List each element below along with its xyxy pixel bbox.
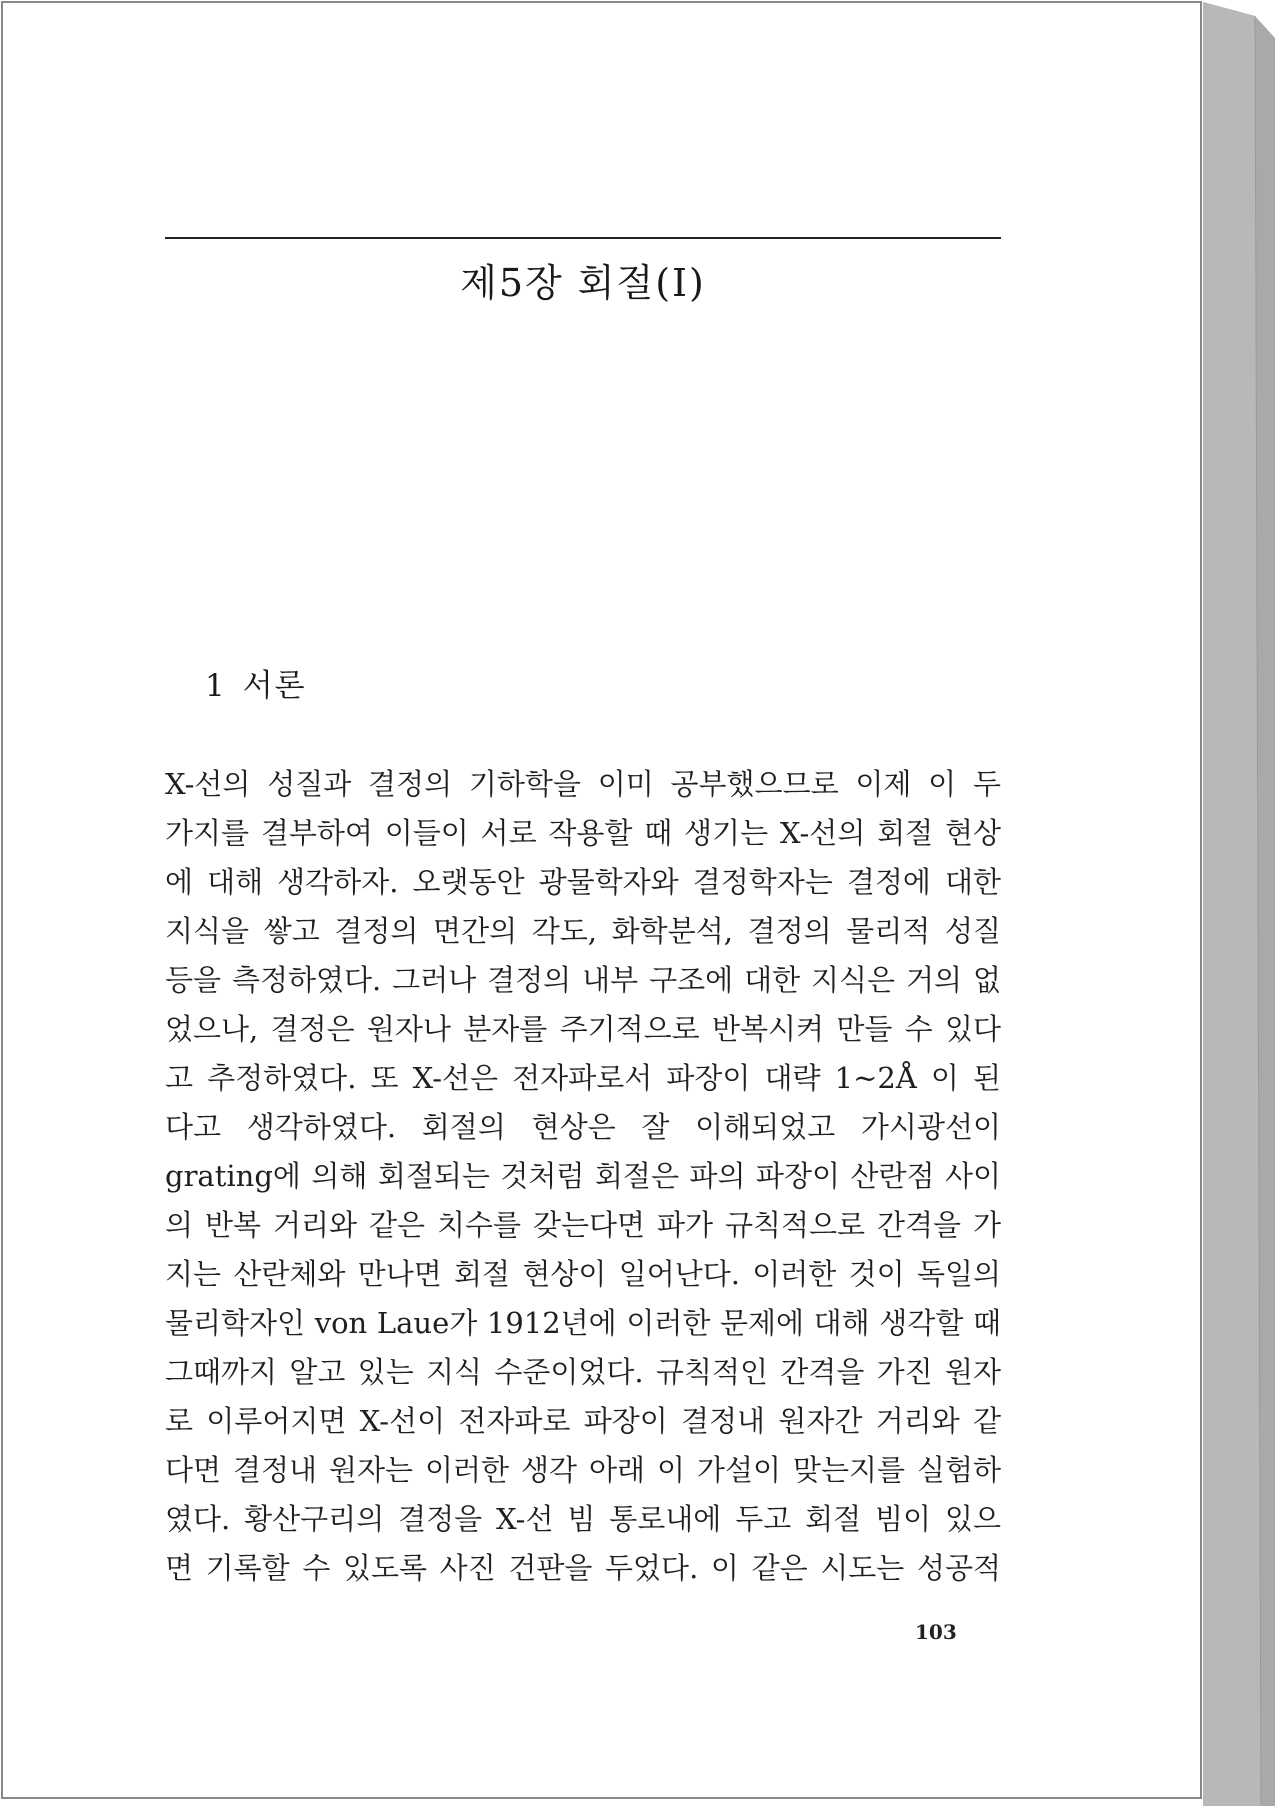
text-line: 지식을 쌓고 결정의 면간의 각도, 화학분석, 결정의 물리적 성질 [165,914,1001,948]
text-line: 면 기록할 수 있도록 사진 건판을 두었다. 이 같은 시도는 성공적 [165,1551,1001,1585]
text-line: 등을 측정하였다. 그러나 결정의 내부 구조에 대한 지식은 거의 없 [165,963,1001,997]
text-line: 였다. 황산구리의 결정을 X-선 빔 통로내에 두고 회절 빔이 있으 [165,1502,1001,1536]
section-heading [205,660,307,705]
chapter-rule [165,237,1001,239]
text-line: 지는 산란체와 만나면 회절 현상이 일어난다. 이러한 것이 독일의 [165,1257,1001,1291]
text-line: 물리학자인 von Laue가 1912년에 이러한 문제에 대해 생각할 때 [165,1306,1001,1340]
text-line: X-선의 성질과 결정의 기하학을 이미 공부했으므로 이제 이 두 [165,767,1001,801]
text-line: 로 이루어지면 X-선이 전자파로 파장이 결정내 원자간 거리와 같 [165,1404,1001,1438]
text-line: 다면 결정내 원자는 이러한 생각 아래 이 가설이 맞는지를 실험하 [165,1453,1001,1487]
body-paragraph [165,760,1001,1593]
text-line: 의 반복 거리와 같은 치수를 갖는다면 파가 규칙적으로 간격을 가 [165,1208,1001,1242]
text-line: grating에 의해 회절되는 것처럼 회절은 파의 파장이 산란점 사이 [165,1159,1001,1193]
text-line: 고 추정하였다. 또 X-선은 전자파로서 파장이 대략 1~2Å 이 된 [165,1061,1001,1095]
text-line: 에 대해 생각하자. 오랫동안 광물학자와 결정학자는 결정에 대한 [165,865,1001,899]
text-line: 었으나, 결정은 원자나 분자를 주기적으로 반복시켜 만들 수 있다 [165,1012,1001,1046]
section-title: 서론 [242,668,307,704]
chapter-title: 제5장 회절(Ⅰ) [460,261,706,305]
page-number: 103 [915,1620,957,1644]
text-line: 가지를 결부하여 이들이 서로 작용할 때 생기는 X-선의 회절 현상 [165,816,1001,850]
section-number: 1 [205,668,227,704]
text-line: 다고 생각하였다. 회절의 현상은 잘 이해되었고 가시광선이 [165,1110,1001,1144]
text-line: 그때까지 알고 있는 지식 수준이었다. 규칙적인 간격을 가진 원자 [165,1355,1001,1389]
page-stack-edge [1203,0,1277,1806]
